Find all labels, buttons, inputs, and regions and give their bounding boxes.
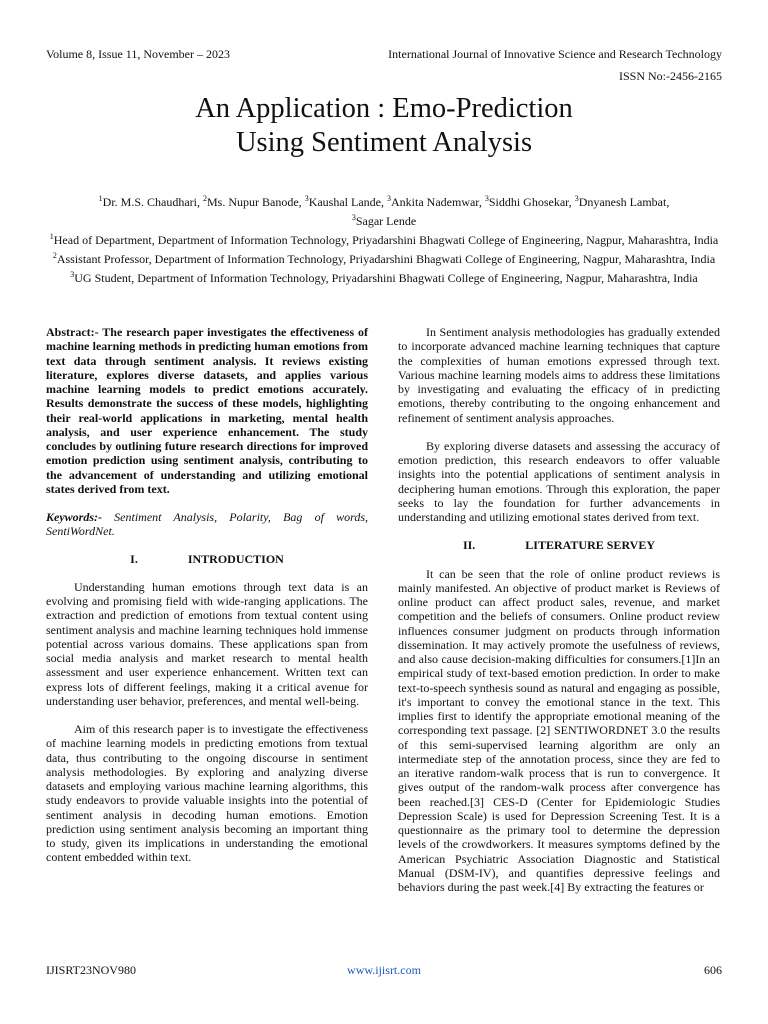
- author-sup: 2: [203, 194, 208, 203]
- footer-paper-id: IJISRT23NOV980: [46, 963, 136, 977]
- section-title: LITERATURE SERVEY: [525, 538, 656, 553]
- affiliation-3: [46, 267, 722, 286]
- author-sup: 3: [387, 194, 391, 203]
- author-name: Dr. M.S. Chaudhari,: [102, 195, 204, 209]
- affiliation-text: Assistant Professor, Department of Information Technology, Priyadarshini Bhagwati College of Engineering, Nagpur, Maharashtra, India: [56, 252, 716, 266]
- author-name: Kaushal Lande,: [308, 195, 387, 209]
- author-sup: 1: [98, 194, 103, 203]
- body-paragraph-1: In Sentiment analysis methodologies has gradually extended to incorporate advanced machine learning techniques that capture the complexities of human emotions expressed through text. Various machine learning models aims to address these limitations by investigating and evaluating the efficacy of in predicting emotions, thereby contributing to the ongoing enhancement and refinement of sentiment analysis approaches.: [398, 325, 720, 425]
- section-number: I.: [130, 551, 138, 566]
- footer-page-number: 606: [704, 963, 722, 977]
- body-paragraph-2: By exploring diverse datasets and assessing the accuracy of emotion prediction, this research endeavors to offer valuable insights into the potential applications of sentiment analysis in deciphering human emotions. Through this exploration, the paper seeks to lay the foundation for further advancements in understanding and utilizing emotional states derived from text.: [398, 438, 720, 524]
- affiliation-2: [46, 248, 722, 267]
- header-volume: Volume 8, Issue 11, November – 2023: [46, 47, 230, 61]
- affiliation-1: [46, 229, 722, 248]
- left-column: [46, 325, 368, 865]
- title-line-1: An Application : Emo-Prediction: [195, 93, 573, 124]
- author-name: Ms. Nupur Banode,: [207, 195, 305, 209]
- section-title: INTRODUCTION: [187, 551, 284, 566]
- affiliation-text: UG Student, Department of Information Technology, Priyadarshini Bhagwati College of Engineering, Nagpur, Maharashtra, India: [74, 271, 698, 285]
- section-number: II.: [462, 538, 476, 553]
- affiliation-sup: 2: [52, 251, 57, 260]
- footer-website-link[interactable]: www.ijisrt.com: [347, 963, 421, 977]
- author-name: Dnyanesh Lambat,: [578, 195, 670, 209]
- intro-paragraph-2: Aim of this research paper is to investigate the effectiveness of machine learning models in predicting emotions from textual data, thus contributing to the ongoing discourse in sentiment analysis methodologies. By exploring and analyzing diverse datasets and employing various machine learning algorithms, this study endeavors to provide valuable insights into the potential of sentiment analysis in decoding human emotions. Emotion prediction using sentiment analysis becoming an important thing to study, given its implications in understanding the emotional content embedded within text.: [46, 722, 368, 865]
- affiliation-sup: 3: [70, 270, 75, 279]
- author-name: Ankita Nademwar,: [391, 195, 485, 209]
- affiliation-text: Head of Department, Department of Information Technology, Priyadarshini Bhagwati College of Engineering, Nagpur, Maharashtra, India: [53, 233, 719, 247]
- title-line-2: Using Sentiment Analysis: [235, 127, 533, 158]
- intro-paragraph-1: Understanding human emotions through text data is an evolving and promising field with wide-ranging applications. The extraction and prediction of emotions from textual content using sentiment analysis and machine learning techniques hold immense potential across various domains. These applications span from social media analysis and market research to mental health assessment and user experience enhancement. Written text can express lots of different feelings, making it a critical avenue for understanding user behavior, preferences, and mental well-being.: [46, 579, 368, 708]
- author-sup: 3: [351, 213, 356, 222]
- right-column: [398, 325, 720, 894]
- header-issn: ISSN No:-2456-2165: [618, 69, 722, 83]
- keywords-label: Keywords:-: [46, 510, 102, 524]
- author-sup: 3: [304, 194, 309, 203]
- author-sup: 3: [484, 194, 489, 203]
- header-journal: International Journal of Innovative Science and Research Technology: [388, 47, 722, 61]
- keywords: [46, 510, 368, 539]
- author-list: [46, 191, 722, 229]
- keywords-text: Sentiment Analysis, Polarity, Bag of words, SentiWordNet.: [46, 510, 368, 539]
- section-heading-introduction: [46, 552, 368, 566]
- author-block: [46, 191, 722, 286]
- author-sup: 3: [574, 194, 579, 203]
- affiliation-sup: 1: [49, 232, 54, 241]
- paper-title: [0, 92, 768, 160]
- abstract: Abstract:- The research paper investigates the effectiveness of machine learning methods in predicting human emotions from text data through sentiment analysis. It reviews existing literature, explores diverse datasets, and applies various machine learning models to predict emotions accurately. Results demonstrate the success of these models, highlighting their real-world applications in marketing, mental health analysis, and user experience enhancement. The study concludes by outlining future research directions for improved emotion prediction using sentiment analysis, contributing to the advancement of understanding and utilizing emotional states derived from text.: [46, 325, 368, 496]
- literature-paragraph: It can be seen that the role of online product reviews is mainly manifested. An objective of product market is Reviews of online product can affect product sales, revenue, and market competition and the beliefs of consumers. Online product review influences consumer judgment on products through information dissemination. It may actively promote the usefulness of reviews, and also cause decision-making difficulties for consumers.[1]In an empirical study of text-based emotion prediction. In order to make text-to-speech synthesis sound as natural and engaging as possible, it's important to convey the emotional stance in the text. This implies first to identify the appropriate emotional meaning of the corresponding text passage. [2] SENTIWORDNET 3.0 the results of this semi-supervised learning algorithm are only an intermediate step of the annotation process, since they are fed to an iterative random-walk process that is run to convergence. It gives output of the random-walk process after convergence has been reached.[3] CES-D (Center for Epidemiologic Studies Depression Scale) is used for Depression Screening Test. It is a questionnaire as the primary tool to determine the depression levels of the crowdworkers. It measures symptoms defined by the American Psychiatric Association Diagnostic and Statistical Manual (DSM-IV), and quantifies depressive feelings and behaviors during the past week.[4] By extracting the features or: [398, 566, 720, 894]
- author-name: Sagar Lende: [355, 214, 417, 228]
- author-name: Siddhi Ghosekar,: [488, 195, 575, 209]
- section-heading-literature: [398, 538, 720, 552]
